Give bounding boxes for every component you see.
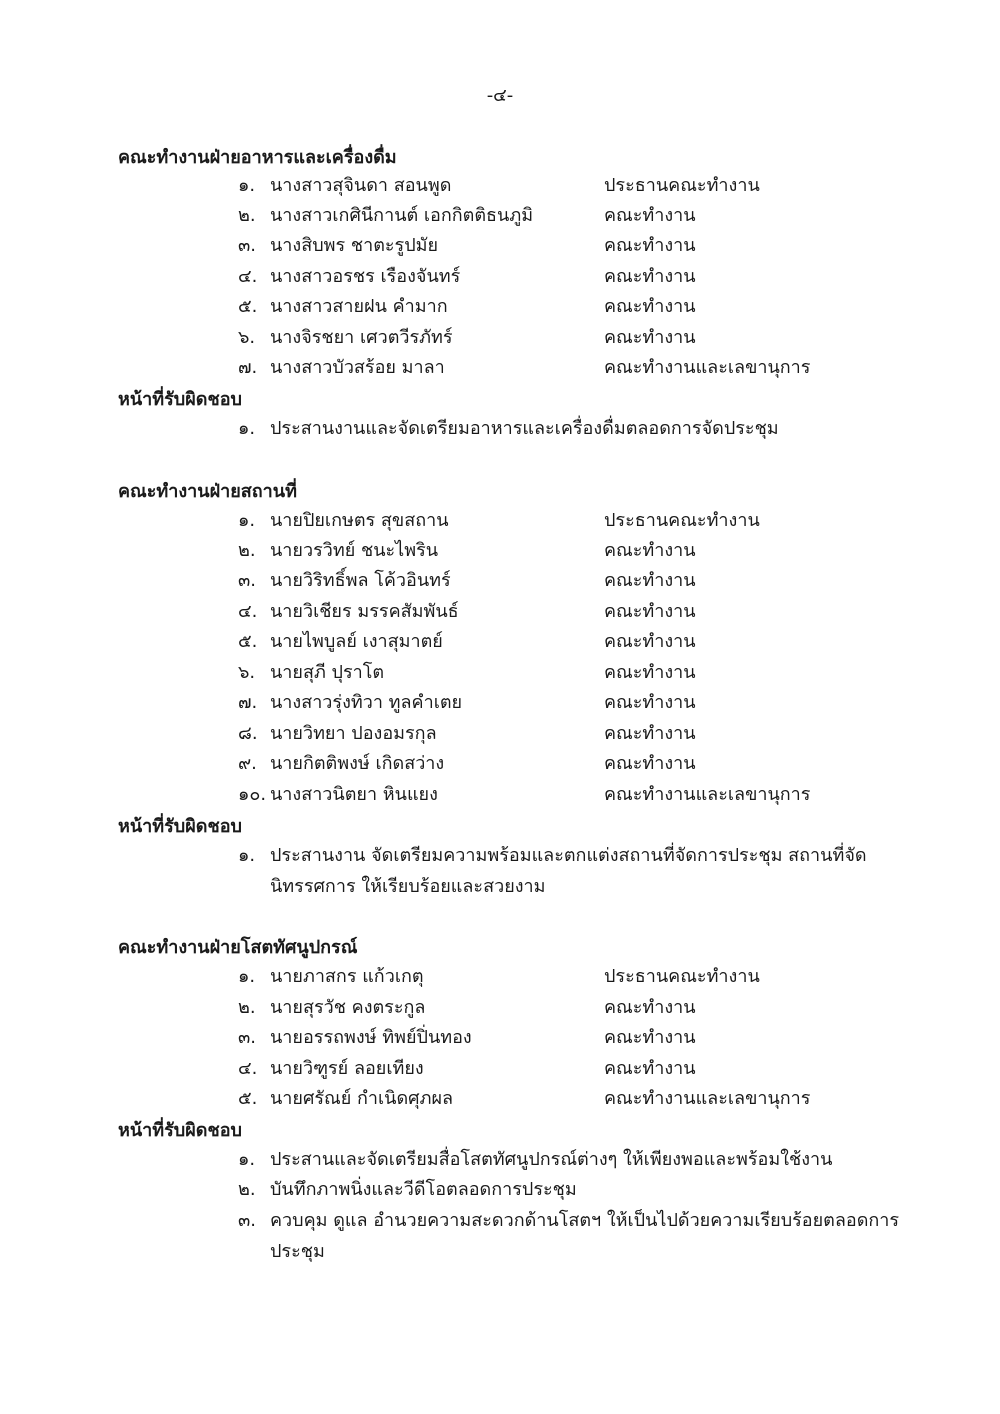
member-row	[0, 657, 1000, 687]
member-number: ๘.	[238, 723, 258, 744]
member-name: นางสาวสายฝน คำมาก	[270, 296, 448, 317]
duty-heading: หน้าที่รับผิดชอบ	[118, 1120, 242, 1141]
member-role: คณะทำงาน	[604, 631, 696, 652]
member-role: คณะทำงาน	[604, 753, 696, 774]
member-number: ๒.	[238, 540, 256, 561]
member-name: นางสาวบัวสร้อย มาลา	[270, 357, 445, 378]
member-row	[0, 505, 1000, 535]
member-name: นางสาวรุ่งทิวา ทูลคำเตย	[270, 692, 463, 713]
member-role: คณะทำงาน	[604, 1027, 696, 1048]
member-number: ๕.	[238, 1088, 258, 1109]
member-row	[0, 961, 1000, 991]
member-number: ๕.	[238, 631, 258, 652]
member-name: นางสาวนิตยา หินแยง	[270, 784, 438, 805]
member-role: คณะทำงานและเลขานุการ	[604, 1088, 811, 1109]
member-role: คณะทำงานและเลขานุการ	[604, 357, 811, 378]
member-row	[0, 992, 1000, 1022]
member-name: นางสาวสุจินดา สอนพูด	[270, 175, 452, 196]
member-row	[0, 322, 1000, 352]
duty-heading: หน้าที่รับผิดชอบ	[118, 816, 242, 837]
member-name: นายไพบูลย์ เงาสุมาตย์	[270, 631, 443, 652]
member-row	[0, 1053, 1000, 1083]
duty-heading: หน้าที่รับผิดชอบ	[118, 389, 242, 410]
member-role: คณะทำงาน	[604, 296, 696, 317]
section-title: คณะทำงานฝ่ายโสตทัศนูปกรณ์	[118, 937, 358, 958]
member-number: ๔.	[238, 266, 258, 287]
member-row	[0, 291, 1000, 321]
member-name: นางสิบพร ชาตะรูปมัย	[270, 235, 439, 256]
member-name: นายภาสกร แก้วเกตุ	[270, 966, 424, 987]
member-role: คณะทำงาน	[604, 692, 696, 713]
member-row	[0, 748, 1000, 778]
member-row	[0, 261, 1000, 291]
member-number: ๓.	[238, 235, 257, 256]
duty-number: ๑.	[238, 418, 256, 439]
member-number: ๔.	[238, 601, 258, 622]
duty-text-continued: นิทรรศการ ให้เรียบร้อยและสวยงาม	[270, 876, 546, 897]
member-number: ๓.	[238, 570, 257, 591]
member-number: ๖.	[238, 327, 256, 348]
member-number: ๑.	[238, 510, 256, 531]
member-row	[0, 596, 1000, 626]
duty-text: ประสานงานและจัดเตรียมอาหารและเครื่องดื่มตลอดการจัดประชุม	[270, 418, 779, 439]
member-name: นายปิยเกษตร สุขสถาน	[270, 510, 449, 531]
member-row	[0, 352, 1000, 382]
member-name: นายวิทยา ปองอมรกุล	[270, 723, 437, 744]
member-number: ๗.	[238, 357, 258, 378]
member-name: นายวรวิทย์ ชนะไพริน	[270, 540, 439, 561]
duty-text: ควบคุม ดูแล อำนวยความสะดวกด้านโสตฯ ให้เป็นไปด้วยความเรียบร้อยตลอดการ	[270, 1210, 900, 1231]
member-role: ประธานคณะทำงาน	[604, 175, 760, 196]
member-row	[0, 565, 1000, 595]
member-name: นายสุภี ปุราโต	[270, 662, 385, 683]
member-number: ๒.	[238, 997, 256, 1018]
member-name: นายอรรถพงษ์ ทิพย์ปิ่นทอง	[270, 1027, 472, 1048]
section-title: คณะทำงานฝ่ายอาหารและเครื่องดื่ม	[118, 147, 397, 168]
member-number: ๔.	[238, 1058, 258, 1079]
member-number: ๖.	[238, 662, 256, 683]
member-number: ๑.	[238, 175, 256, 196]
member-row	[0, 200, 1000, 230]
member-name: นางสาวเกศินีกานต์ เอกกิตติธนภูมิ	[270, 205, 534, 226]
member-role: คณะทำงานและเลขานุการ	[604, 784, 811, 805]
member-role: คณะทำงาน	[604, 723, 696, 744]
member-role: คณะทำงาน	[604, 235, 696, 256]
member-row	[0, 170, 1000, 200]
member-name: นายสุรวัช คงตระกูล	[270, 997, 426, 1018]
member-number: ๕.	[238, 296, 258, 317]
member-name: นายวิริทธิ์พล โค้วอินทร์	[270, 570, 451, 591]
member-role: คณะทำงาน	[604, 601, 696, 622]
duty-text: ประสานและจัดเตรียมสื่อโสตทัศนูปกรณ์ต่างๆ ให้เพียงพอและพร้อมใช้งาน	[270, 1149, 833, 1170]
member-number: ๑.	[238, 966, 256, 987]
member-name: นายวิฑูรย์ ลอยเทียง	[270, 1058, 424, 1079]
duty-number: ๒.	[238, 1179, 256, 1200]
duty-text-continued: ประชุม	[270, 1241, 325, 1262]
member-row	[0, 535, 1000, 565]
duty-number: ๑.	[238, 845, 256, 866]
member-number: ๓.	[238, 1027, 257, 1048]
member-row	[0, 687, 1000, 717]
member-number: ๗.	[238, 692, 258, 713]
duty-number: ๑.	[238, 1149, 256, 1170]
member-role: คณะทำงาน	[604, 266, 696, 287]
member-name: นางจิรชยา เศวตวีรภัทร์	[270, 327, 453, 348]
member-name: นายวิเชียร มรรคสัมพันธ์	[270, 601, 459, 622]
member-row	[0, 718, 1000, 748]
member-row	[0, 1022, 1000, 1052]
page-number: -๔-	[486, 85, 514, 106]
member-name: นางสาวอรชร เรืองจันทร์	[270, 266, 461, 287]
member-role: คณะทำงาน	[604, 1058, 696, 1079]
member-role: คณะทำงาน	[604, 997, 696, 1018]
member-row	[0, 626, 1000, 656]
member-role: คณะทำงาน	[604, 540, 696, 561]
member-role: คณะทำงาน	[604, 570, 696, 591]
member-number: ๒.	[238, 205, 256, 226]
member-role: คณะทำงาน	[604, 662, 696, 683]
member-row	[0, 230, 1000, 260]
member-role: ประธานคณะทำงาน	[604, 510, 760, 531]
duty-number: ๓.	[238, 1210, 257, 1231]
member-row	[0, 1083, 1000, 1113]
member-name: นายกิตติพงษ์ เกิดสว่าง	[270, 753, 445, 774]
member-number: ๙.	[238, 753, 257, 774]
member-name: นายศรัณย์ กำเนิดศุภผล	[270, 1088, 454, 1109]
duty-text: ประสานงาน จัดเตรียมความพร้อมและตกแต่งสถานที่จัดการประชุม สถานที่จัด	[270, 845, 867, 866]
member-role: ประธานคณะทำงาน	[604, 966, 760, 987]
member-role: คณะทำงาน	[604, 327, 696, 348]
duty-text: บันทึกภาพนิ่งและวีดีโอตลอดการประชุม	[270, 1179, 577, 1200]
member-number: ๑๐.	[238, 784, 267, 805]
section-title: คณะทำงานฝ่ายสถานที่	[118, 481, 297, 502]
member-row	[0, 779, 1000, 809]
member-role: คณะทำงาน	[604, 205, 696, 226]
